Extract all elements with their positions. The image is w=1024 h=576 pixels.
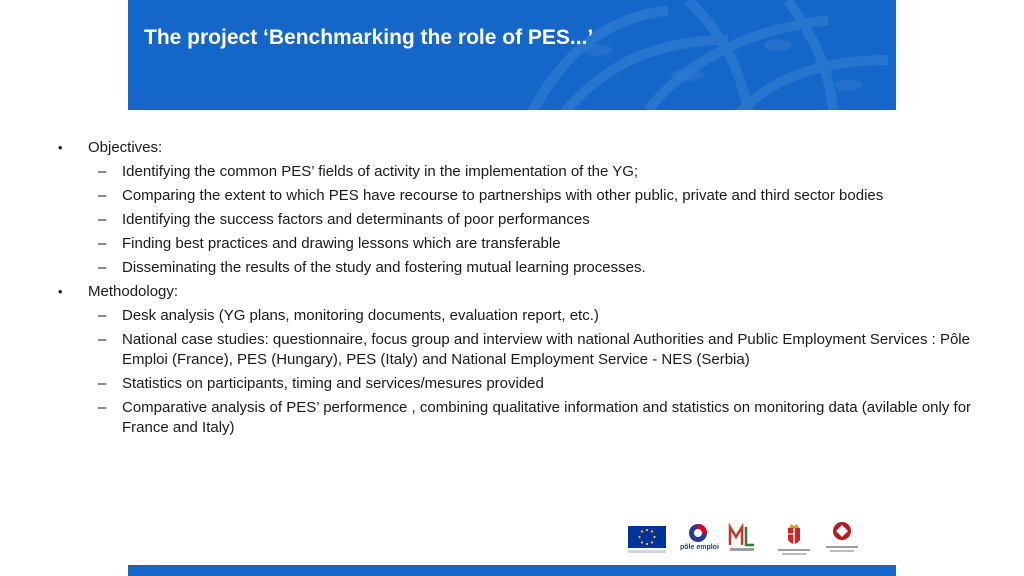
objective-text: Disseminating the results of the study and fostering mutual learning processes. [122, 259, 646, 276]
bullet-dot: • [58, 284, 63, 299]
methodology-text: Desk analysis (YG plans, monitoring documents, evaluation report, etc.) [122, 307, 599, 324]
slide-content [56, 138, 976, 442]
methodology-bullet [56, 282, 976, 302]
objectives-heading: Objectives: [88, 139, 163, 156]
objective-text: Identifying the success factors and determinants of poor performances [122, 211, 590, 228]
footer-bar [128, 565, 896, 576]
objective-text: Identifying the common PES’ fields of activity in the implementation of the YG; [122, 163, 639, 180]
dash-mark: – [98, 399, 107, 416]
list-item [56, 398, 976, 438]
pole-emploi-label: pôle emploi [680, 544, 719, 551]
list-item [56, 162, 976, 182]
ministry-labour-logo [728, 523, 756, 553]
dash-mark: – [98, 307, 107, 324]
bullet-dot: • [58, 140, 63, 155]
objective-text: Finding best practices and drawing lessons which are transferable [122, 235, 561, 252]
dash-mark: – [98, 375, 107, 392]
dash-mark: – [98, 211, 107, 228]
serbia-nes-logo [822, 520, 862, 556]
methodology-heading: Methodology: [88, 283, 179, 300]
list-item [56, 306, 976, 326]
partner-logos [626, 520, 862, 556]
dash-mark: – [98, 187, 107, 204]
dash-mark: – [98, 235, 107, 252]
objective-text: Comparing the extent to which PES have recourse to partnerships with other public, private and third sector bodies [122, 187, 884, 204]
dash-mark: – [98, 259, 107, 276]
eu-flag-logo [628, 526, 666, 554]
methodology-text: Statistics on participants, timing and services/mesures provided [122, 375, 544, 392]
list-item [56, 374, 976, 394]
slide-title: The project ‘Benchmarking the role of PES...’ [144, 26, 594, 49]
list-item [56, 330, 976, 370]
dash-mark: – [98, 331, 107, 348]
list-item [56, 210, 976, 230]
hungary-coat-of-arms-logo [774, 522, 814, 556]
objectives-bullet [56, 138, 976, 158]
title-banner [128, 0, 896, 110]
banner-watermark [128, 0, 896, 110]
methodology-text: Comparative analysis of PES’ performence , combining qualitative information and statistics on monitoring data (avilable only for France and Italy) [122, 399, 972, 436]
dash-mark: – [98, 163, 107, 180]
list-item [56, 234, 976, 254]
methodology-text: National case studies: questionnaire, focus group and interview with national Authorities and Public Employment Services : Pôle Emploi (France), PES (Hungary), PES (Italy) and National Employment Service - NES (Serbia) [122, 331, 970, 368]
list-item [56, 186, 976, 206]
list-item [56, 258, 976, 278]
